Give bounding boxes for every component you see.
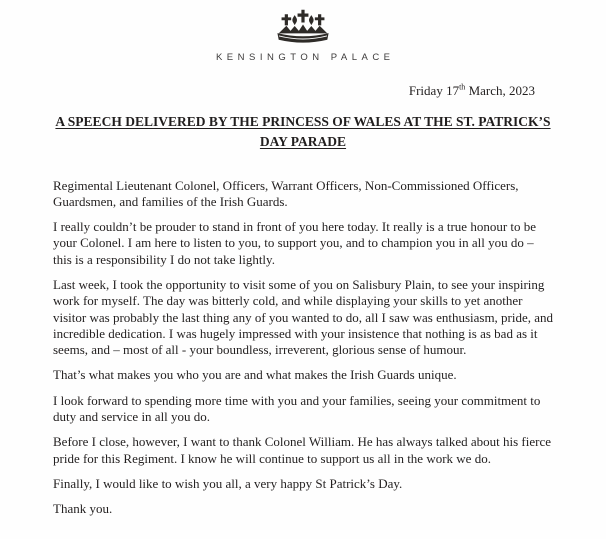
date-line [0, 83, 535, 99]
date-prefix: Friday 17 [408, 83, 460, 98]
document-title [45, 112, 561, 153]
speech-paragraph-salutation: Regimental Lieutenant Colonel, Officers, Warrant Officers, Non-Commissioned Officers, Guardsmen, and families of the Irish Guards. [53, 177, 519, 209]
speech-paragraph: That’s what makes you who you are and what makes the Irish Guards unique. [53, 367, 457, 383]
speech-paragraph: I look forward to spending more time with you and your families, seeing your commitment to duty and service in all you do. [53, 392, 541, 425]
royal-crown-icon [271, 9, 335, 45]
speech-paragraph: I really couldn’t be prouder to stand in front of you here today. It really is a true honour to be your Colonel. I am here to listen to you, to support you, and to champion you in all you do – this is a responsibility I do not take lightly. [53, 219, 537, 267]
speech-paragraph: Last week, I took the opportunity to visit some of you on Salisbury Plain, to see your inspiring work for myself. The day was bitterly cold, and while displaying your skills to yet another visitor was probably the last thing any of you wanted to do, all I saw was enthusiasm, pride, and incredible dedication. I was hugely impressed with your insistence that nothing is as bad as it seems, and – most of all - your boundless, irreverent, glorious sense of humour. [53, 276, 554, 358]
date-ordinal-suffix: th [459, 82, 466, 92]
speech-paragraph-closing: Thank you. [53, 501, 113, 517]
letterhead [0, 0, 606, 63]
date-suffix: March, 2023 [465, 83, 535, 98]
letterhead-name: KENSINGTON PALACE [215, 52, 395, 63]
speech-body [53, 178, 554, 518]
speech-paragraph: Before I close, however, I want to thank Colonel William. He has always talked about his fierce pride for this Regiment. I know he will continue to support us all in the work we do. [53, 434, 551, 466]
speech-paragraph: Finally, I would like to wish you all, a very happy St Patrick’s Day. [53, 475, 403, 491]
document-title-text: A SPEECH DELIVERED BY THE PRINCESS OF WALES AT THE ST. PATRICK’S DAY PARADE [55, 114, 551, 150]
